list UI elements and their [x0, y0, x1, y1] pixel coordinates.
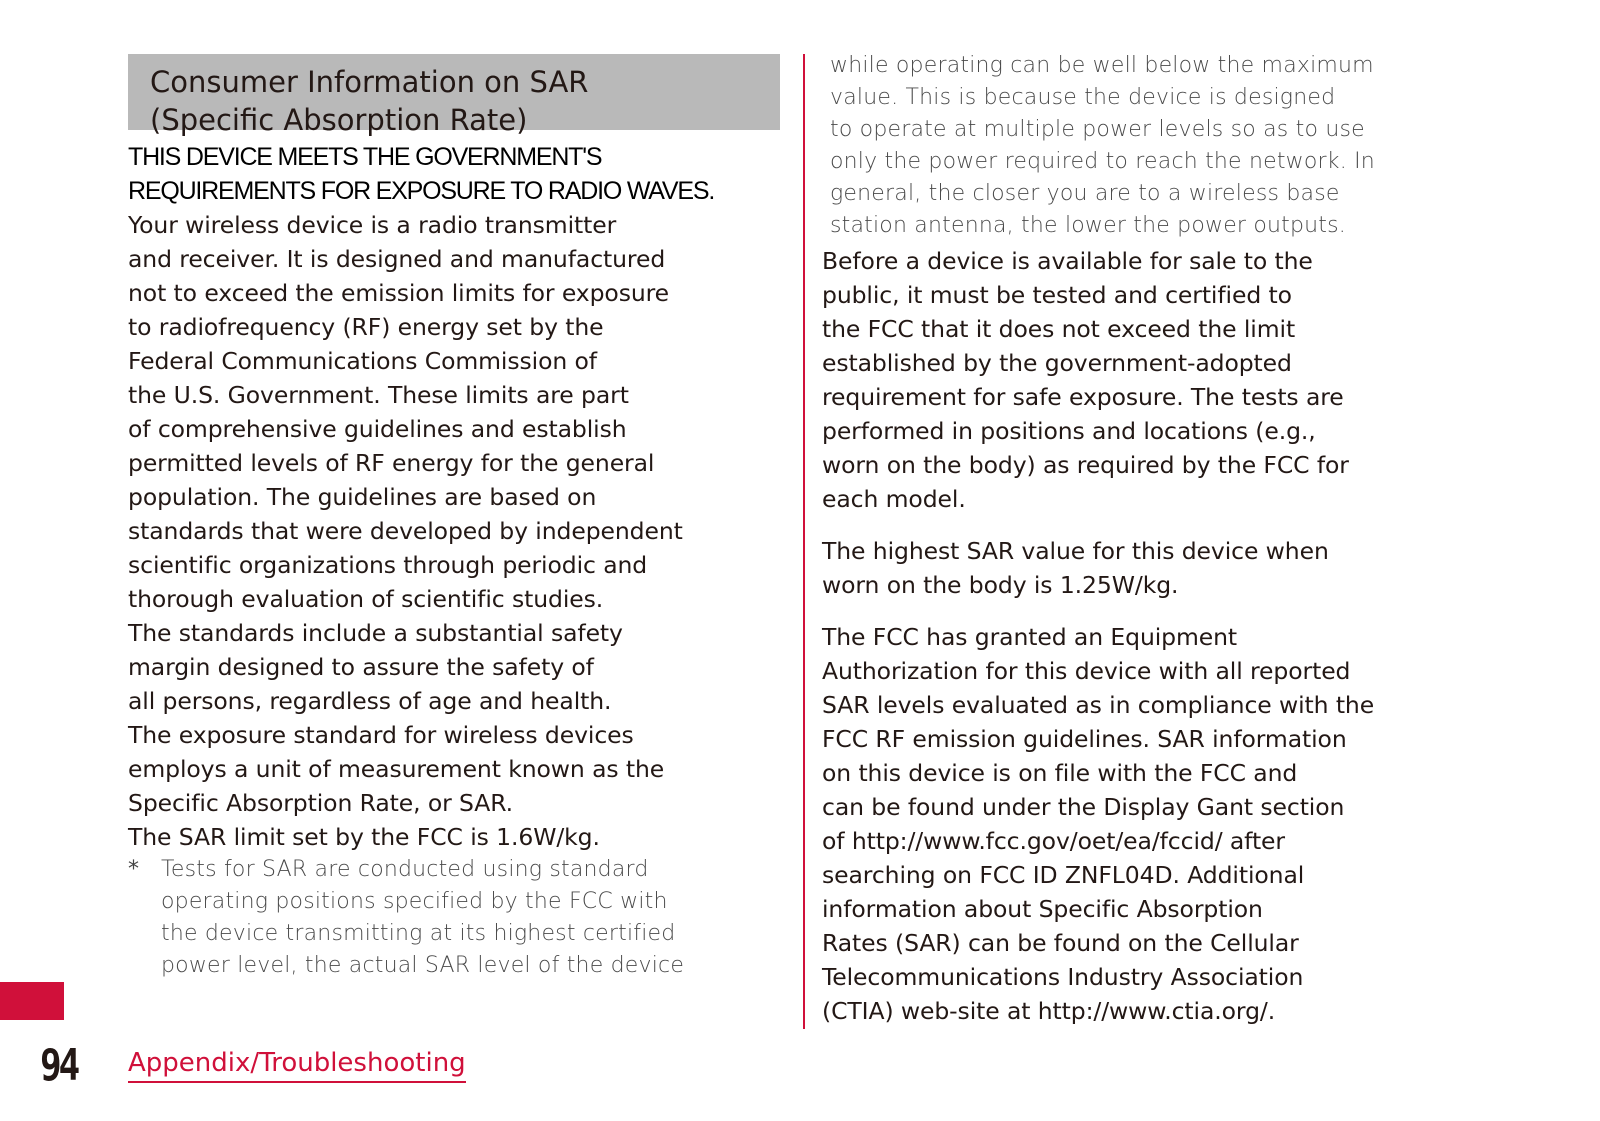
body-line: public, it must be tested and certified to [822, 281, 1292, 309]
body-line: population. The guidelines are based on [128, 483, 597, 511]
page-number: 94 [40, 1040, 77, 1091]
sar-test-note-continued [797, 50, 1480, 242]
note-line: while operating can be well below the maximum [830, 53, 1374, 78]
note-line: Tests for SAR are conducted using standard [161, 857, 649, 882]
body-line: The highest SAR value for this device when [822, 537, 1329, 565]
note-line: value. This is because the device is designed [830, 85, 1336, 110]
body-line: the U.S. Government. These limits are part [128, 381, 629, 409]
left-column [128, 54, 780, 982]
body-line: The FCC has granted an Equipment [822, 623, 1238, 651]
body-line: Specific Absorption Rate, or SAR. [128, 789, 514, 817]
section-link[interactable]: Appendix/Troubleshooting [128, 1046, 466, 1083]
body-line: can be found under the Display Gant section [822, 793, 1345, 821]
body-line: The exposure standard for wireless devices [128, 721, 634, 749]
body-line: on this device is on file with the FCC and [822, 759, 1298, 787]
body-line: scientific organizations through periodic and [128, 551, 648, 579]
caps-line: THIS DEVICE MEETS THE GOVERNMENT'S [128, 143, 602, 171]
body-line: each model. [822, 485, 966, 513]
note-line: power level, the actual SAR level of the device [161, 953, 685, 978]
body-line: the FCC that it does not exceed the limit [822, 315, 1296, 343]
body-line: Telecommunications Industry Association [822, 963, 1304, 991]
caps-line: REQUIREMENTS FOR EXPOSURE TO RADIO WAVES. [128, 177, 715, 205]
body-line: Before a device is available for sale to the [822, 247, 1313, 275]
body-line: The standards include a substantial safety [128, 619, 623, 647]
body-line: (CTIA) web-site at http://www.ctia.org/. [822, 997, 1276, 1025]
note-line: station antenna, the lower the power outputs. [830, 213, 1346, 238]
body-line: all persons, regardless of age and health. [128, 687, 612, 715]
body-line: performed in positions and locations (e.g., [822, 417, 1316, 445]
section-title-line-2: (Specific Absorption Rate) [150, 103, 528, 137]
body-line: standards that were developed by independent [128, 517, 683, 545]
body-line: of comprehensive guidelines and establish [128, 415, 627, 443]
body-line: FCC RF emission guidelines. SAR information [822, 725, 1347, 753]
requirements-heading [128, 140, 780, 208]
body-line: margin designed to assure the safety of [128, 653, 594, 681]
body-line: thorough evaluation of scientific studies. [128, 585, 604, 613]
note-line: to operate at multiple power levels so as to use [830, 117, 1365, 142]
body-line: to radiofrequency (RF) energy set by the [128, 313, 604, 341]
intro-paragraph [128, 208, 780, 854]
body-line: established by the government-adopted [822, 349, 1292, 377]
body-line: worn on the body) as required by the FCC for [822, 451, 1349, 479]
body-line: information about Specific Absorption [822, 895, 1263, 923]
certification-paragraph [822, 244, 1480, 516]
note-line: general, the closer you are to a wireless base [830, 181, 1340, 206]
section-title-line-1: Consumer Information on SAR [150, 65, 589, 99]
body-line: permitted levels of RF energy for the general [128, 449, 655, 477]
body-line: not to exceed the emission limits for exposure [128, 279, 670, 307]
body-line: The SAR limit set by the FCC is 1.6W/kg. [128, 823, 600, 851]
body-line: of http://www.fcc.gov/oet/ea/fccid/ after [822, 827, 1285, 855]
note-line: the device transmitting at its highest certified [161, 921, 676, 946]
body-line: SAR levels evaluated as in compliance with the [822, 691, 1375, 719]
body-line: Rates (SAR) can be found on the Cellular [822, 929, 1299, 957]
note-line: only the power required to reach the network. In [830, 149, 1375, 174]
section-header [128, 54, 780, 137]
body-line: Federal Communications Commission of [128, 347, 597, 375]
right-column [822, 50, 1480, 1028]
body-line: requirement for safe exposure. The tests are [822, 383, 1344, 411]
note-line: operating positions specified by the FCC with [161, 889, 668, 914]
body-line: Authorization for this device with all reported [822, 657, 1351, 685]
authorization-paragraph [822, 620, 1480, 1028]
body-line: employs a unit of measurement known as the [128, 755, 665, 783]
body-line: and receiver. It is designed and manufactured [128, 245, 666, 273]
page-edge-tab [0, 982, 64, 1020]
body-line: searching on FCC ID ZNFL04D. Additional [822, 861, 1305, 889]
highest-sar-paragraph [822, 534, 1480, 602]
note-asterisk: * [128, 857, 139, 882]
body-line: worn on the body is 1.25W/kg. [822, 571, 1179, 599]
sar-test-note [128, 854, 780, 982]
body-line: Your wireless device is a radio transmitter [128, 211, 617, 239]
